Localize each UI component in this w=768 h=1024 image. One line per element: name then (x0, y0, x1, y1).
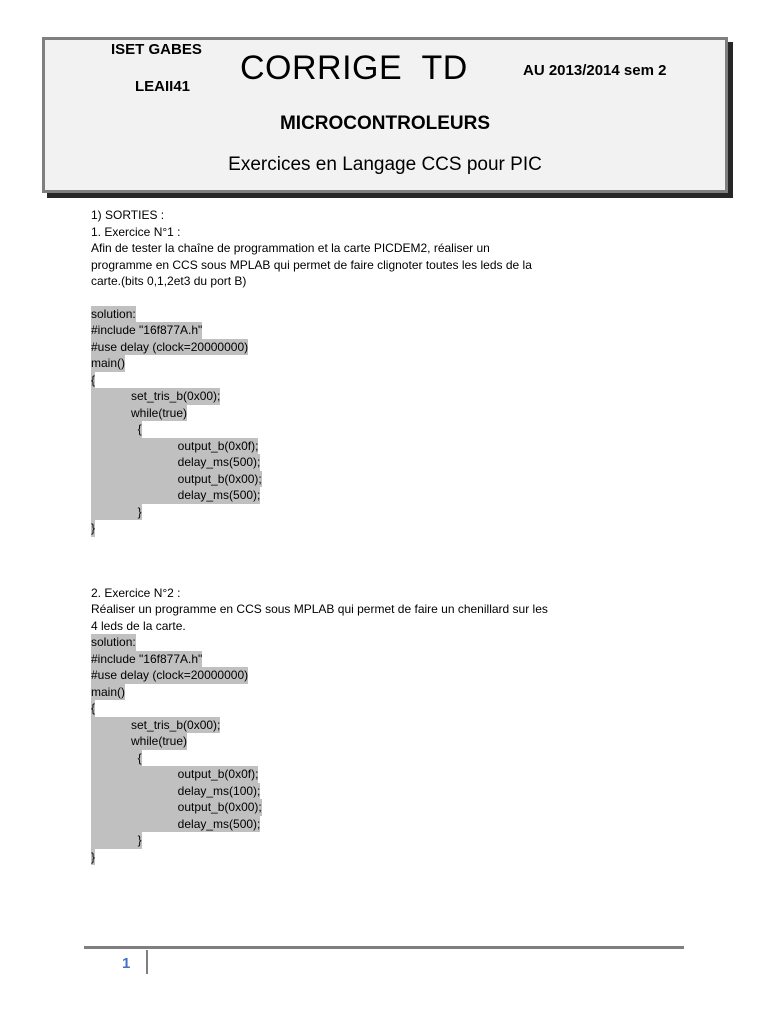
academic-year: AU 2013/2014 sem 2 (523, 62, 667, 79)
code-line: #use delay (clock=20000000) (91, 668, 249, 682)
code-line: output_b(0x00); (91, 800, 262, 814)
code-line: main() (91, 356, 126, 370)
code-line: #use delay (clock=20000000) (91, 339, 249, 354)
exercise-1-solution (91, 306, 611, 537)
code-line: { (91, 701, 96, 715)
code-line: set_tris_b(0x00); (91, 717, 221, 732)
code-line: output_b(0x0f); (91, 767, 259, 781)
code-line: main() (91, 684, 126, 699)
code-line: delay_ms(500); (91, 488, 261, 502)
document-body (91, 207, 611, 865)
code-line: while(true) (91, 734, 188, 748)
class-name: LEAII41 (135, 78, 191, 95)
code-line: { (91, 372, 96, 387)
code-line: output_b(0x0f); (91, 438, 259, 453)
code-line: delay_ms(500); (91, 455, 261, 469)
exercise-2-solution (91, 634, 611, 865)
school-name: ISET GABES (111, 41, 202, 58)
exercise-1-text (91, 240, 611, 290)
code-line: while(true) (91, 405, 188, 420)
paragraph-line: Afin de tester la chaîne de programmation et la carte PICDEM2, réaliser un (91, 241, 490, 255)
code-line: #include "16f877A.h" (91, 323, 203, 337)
code-line: } (91, 849, 96, 864)
code-line: { (91, 750, 142, 765)
subject-title: MICROCONTROLEURS (279, 113, 491, 134)
code-line: #include "16f877A.h" (91, 651, 203, 666)
code-line: delay_ms(500); (91, 816, 261, 831)
page-number: 1 (122, 955, 131, 972)
exercise-2-title: 2. Exercice N°2 : (91, 585, 181, 600)
footer-rule (84, 946, 684, 949)
footer-separator (146, 950, 148, 974)
paragraph-line: Réaliser un programme en CCS sous MPLAB qui permet de faire un chenillard sur les (91, 602, 548, 616)
code-line: } (91, 833, 142, 847)
code-line: } (91, 504, 142, 519)
solution-label: solution: (91, 635, 136, 649)
code-line: delay_ms(100); (91, 783, 261, 798)
document-title: CORRIGE TD (240, 49, 468, 87)
solution-label: solution: (91, 306, 136, 321)
code-line: set_tris_b(0x00); (91, 389, 221, 403)
code-line: } (91, 521, 96, 535)
paragraph-line: carte.(bits 0,1,2et3 du port B) (91, 274, 247, 288)
section-heading: 1) SORTIES : (91, 208, 165, 222)
exercise-2-text (91, 601, 611, 634)
paragraph-line: 4 leds de la carte. (91, 618, 186, 633)
document-header (42, 37, 728, 193)
document-subtitle: Exercices en Langage CCS pour PIC (228, 154, 542, 175)
paragraph-line: programme en CCS sous MPLAB qui permet de faire clignoter toutes les leds de la (91, 257, 532, 272)
code-line: { (91, 422, 142, 436)
exercise-1-title: 1. Exercice N°1 : (91, 224, 181, 239)
code-line: output_b(0x00); (91, 471, 262, 486)
